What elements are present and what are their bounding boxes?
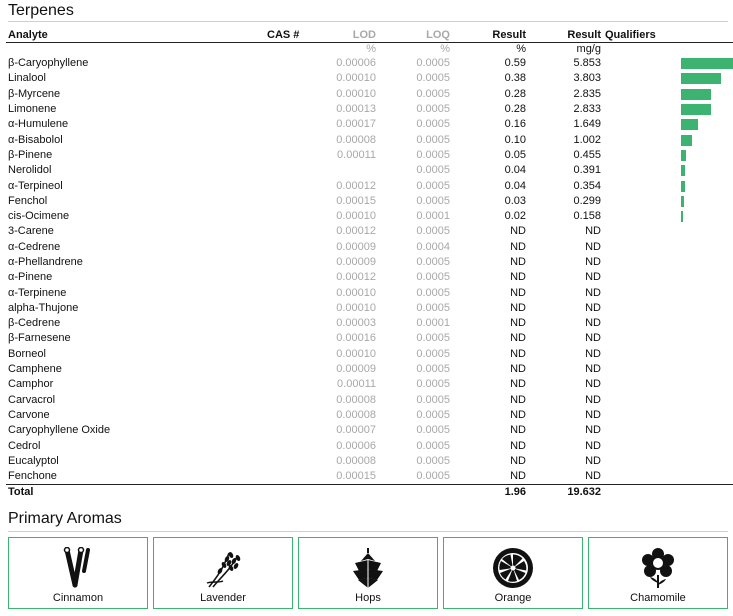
result-pct-cell: 0.02 [504, 210, 526, 223]
cas-cell [265, 209, 319, 224]
aroma-label: Chamomile [630, 592, 686, 604]
result-mg-cell: ND [585, 408, 601, 421]
loq-cell: 0.0005 [416, 393, 450, 406]
analyte-cell: Carvacrol [8, 393, 56, 406]
qualifiers-cell [603, 71, 667, 86]
table-row [6, 438, 733, 453]
result-pct-cell: ND [510, 393, 526, 406]
result-pct-cell: ND [510, 470, 526, 483]
cas-cell [265, 148, 319, 163]
lod-unit: % [366, 43, 376, 55]
aroma-label: Orange [494, 592, 532, 604]
analyte-cell: α-Terpineol [8, 179, 63, 192]
result-pct-cell: ND [510, 378, 526, 391]
loq-cell: 0.0005 [416, 271, 450, 284]
result-pct-cell: ND [510, 286, 526, 299]
aroma-card-chamomile [588, 537, 728, 609]
lod-cell [319, 163, 378, 178]
cas-cell [265, 56, 319, 71]
loq-cell: 0.0005 [416, 118, 450, 131]
loq-cell: 0.0005 [416, 57, 450, 70]
result-pct-cell: ND [510, 256, 526, 268]
table-row [6, 163, 733, 178]
loq-cell: 0.0005 [416, 148, 450, 161]
qualifiers-cell [603, 87, 667, 102]
lod-cell: 0.00016 [336, 332, 376, 345]
result-mg-cell: ND [585, 240, 601, 253]
table-row [6, 224, 733, 239]
table-row [6, 377, 733, 392]
cas-cell [265, 163, 319, 178]
cas-cell [265, 255, 319, 270]
lod-cell: 0.00008 [336, 408, 376, 421]
loq-cell: 0.0001 [416, 317, 450, 330]
aroma-card-cinnamon [8, 537, 148, 609]
result-pct-cell: 0.05 [504, 148, 526, 161]
analyte-cell: Carvone [8, 408, 50, 421]
result-pct-cell: ND [510, 332, 526, 345]
table-row [6, 270, 733, 285]
total-pct: 1.96 [452, 485, 528, 501]
result-pct-cell: 0.16 [504, 118, 526, 131]
lod-header: LOD [319, 28, 378, 43]
result-mg-cell: 5.853 [573, 57, 601, 70]
qualifiers-cell [603, 301, 667, 316]
loq-cell: 0.0004 [416, 240, 450, 253]
loq-cell: 0.0005 [416, 378, 450, 391]
result-mg-cell: ND [585, 424, 601, 437]
analyte-cell: cis-Ocimene [8, 210, 70, 223]
lod-cell: 0.00010 [336, 210, 376, 223]
qualifiers-cell [603, 224, 667, 239]
analyte-cell: alpha-Thujone [8, 301, 79, 314]
qualifiers-cell [603, 362, 667, 377]
result-bar [681, 104, 711, 115]
lod-cell: 0.00011 [337, 378, 376, 391]
analyte-cell: Limonene [8, 103, 57, 116]
result-pct-cell: 0.04 [504, 179, 526, 192]
lod-cell: 0.00009 [336, 363, 376, 376]
units-row [6, 43, 733, 57]
qualifiers-cell [603, 209, 667, 224]
result-pct-cell: 0.59 [504, 57, 526, 70]
lod-cell: 0.00012 [336, 271, 376, 284]
cas-cell [265, 224, 319, 239]
result-mg-cell: 3.803 [573, 72, 601, 85]
lod-cell: 0.00006 [336, 57, 376, 70]
analyte-header: Analyte [6, 28, 265, 43]
analyte-cell: α-Humulene [8, 118, 69, 131]
lod-cell: 0.00006 [336, 439, 376, 452]
lod-cell: 0.00012 [336, 179, 376, 192]
chamomile-icon [641, 547, 675, 589]
cinnamon-icon [61, 547, 95, 589]
cas-cell [265, 423, 319, 438]
result-mg-cell: ND [585, 378, 601, 391]
divider [8, 21, 728, 22]
loq-cell: 0.0005 [416, 133, 450, 146]
result-bar [681, 58, 733, 69]
table-row [6, 285, 733, 300]
table-row [6, 301, 733, 316]
loq-cell: 0.0005 [416, 164, 450, 177]
cas-cell [265, 132, 319, 147]
table-row [6, 132, 733, 147]
table-row [6, 240, 733, 255]
analyte-cell: β-Pinene [8, 148, 53, 161]
result-mg-cell: ND [585, 363, 601, 376]
cas-cell [265, 102, 319, 117]
analyte-cell: Fenchone [8, 470, 57, 483]
table-row [6, 408, 733, 423]
table-row [6, 194, 733, 209]
result-mg-cell: 0.354 [573, 179, 601, 192]
result-bar [681, 211, 683, 222]
result-mg-cell: 1.649 [573, 118, 601, 131]
cas-cell [265, 377, 319, 392]
lod-cell: 0.00010 [336, 347, 376, 360]
qualifiers-cell [603, 438, 667, 453]
analyte-cell: α-Cedrene [8, 240, 61, 253]
result-bar [681, 196, 684, 207]
lod-cell: 0.00009 [336, 256, 376, 268]
result-bar [681, 89, 711, 100]
lod-cell: 0.00015 [336, 194, 376, 207]
table-row [6, 102, 733, 117]
table-row [6, 393, 733, 408]
cas-cell [265, 270, 319, 285]
qualifiers-cell [603, 56, 667, 71]
loq-cell: 0.0005 [416, 72, 450, 85]
qualifiers-cell [603, 148, 667, 163]
analyte-cell: β-Cedrene [8, 317, 61, 330]
result-mg-cell: 0.391 [573, 164, 601, 177]
result-mg-cell: ND [585, 454, 601, 467]
cas-cell [265, 331, 319, 346]
analyte-cell: β-Farnesene [8, 332, 71, 345]
aroma-label: Lavender [200, 592, 246, 604]
result-bar [681, 135, 692, 146]
analyte-cell: α-Terpinene [8, 286, 67, 299]
result-mg-cell: ND [585, 332, 601, 345]
qualifiers-cell [603, 377, 667, 392]
qualifiers-cell [603, 423, 667, 438]
qualifiers-cell [603, 316, 667, 331]
result-bar [681, 165, 685, 176]
terpenes-table [6, 28, 733, 501]
cas-cell [265, 393, 319, 408]
cas-cell [265, 316, 319, 331]
total-row [6, 485, 733, 501]
aroma-card-orange [443, 537, 583, 609]
result-mg-cell: 1.002 [573, 133, 601, 146]
result-mg-cell: 0.158 [573, 210, 601, 223]
hops-icon [349, 547, 387, 589]
qualifiers-cell [603, 408, 667, 423]
orange-icon [492, 547, 534, 589]
aroma-cards [8, 537, 732, 609]
qualifiers-cell [603, 393, 667, 408]
loq-cell: 0.0005 [416, 286, 450, 299]
cas-cell [265, 454, 319, 469]
loq-cell: 0.0005 [416, 408, 450, 421]
loq-unit: % [440, 43, 450, 55]
result-mg-cell: ND [585, 317, 601, 330]
qualifiers-cell [603, 178, 667, 193]
lod-cell: 0.00015 [336, 470, 376, 483]
cas-cell [265, 194, 319, 209]
result-pct-cell: 0.03 [504, 194, 526, 207]
qualifiers-cell [603, 163, 667, 178]
result-mg-cell: ND [585, 271, 601, 284]
qualifiers-cell [603, 331, 667, 346]
cas-cell [265, 285, 319, 300]
result-bar [681, 119, 698, 130]
result-mg-cell: ND [585, 470, 601, 483]
lod-cell: 0.00011 [337, 148, 376, 161]
loq-cell: 0.0005 [416, 439, 450, 452]
loq-cell: 0.0005 [416, 347, 450, 360]
analyte-cell: α-Pinene [8, 271, 53, 284]
cas-cell [265, 408, 319, 423]
lod-cell: 0.00008 [336, 454, 376, 467]
qualifiers-cell [603, 240, 667, 255]
result-pct-cell: ND [510, 301, 526, 314]
cas-cell [265, 438, 319, 453]
result-pct-unit: % [516, 43, 526, 55]
loq-cell: 0.0005 [416, 87, 450, 100]
result-mg-cell: ND [585, 347, 601, 360]
analyte-cell: Fenchol [8, 194, 48, 207]
result-mg-cell: 2.833 [573, 103, 601, 116]
qualifiers-cell [603, 285, 667, 300]
result-mg-cell: ND [585, 286, 601, 299]
result-pct-cell: ND [510, 240, 526, 253]
aroma-card-lavender [153, 537, 293, 609]
table-row [6, 331, 733, 346]
result-mg-cell: ND [585, 439, 601, 452]
analyte-cell: α-Phellandrene [8, 256, 83, 268]
table-row [6, 316, 733, 331]
result-pct-cell: ND [510, 424, 526, 437]
table-row [6, 71, 733, 86]
analyte-cell: Linalool [8, 72, 46, 85]
table-row [6, 117, 733, 132]
analyte-cell: Camphene [8, 363, 62, 376]
lod-cell: 0.00010 [336, 301, 376, 314]
analyte-cell: Nerolidol [8, 164, 52, 177]
cas-header: CAS # [265, 28, 319, 43]
result-pct-cell: ND [510, 439, 526, 452]
lod-cell: 0.00010 [336, 72, 376, 85]
qualifiers-cell [603, 117, 667, 132]
primary-aromas-title: Primary Aromas [8, 510, 122, 527]
result-pct-cell: 0.38 [504, 72, 526, 85]
lod-cell: 0.00010 [336, 286, 376, 299]
loq-cell: 0.0005 [416, 363, 450, 376]
loq-cell: 0.0005 [416, 256, 450, 268]
analyte-cell: Cedrol [8, 439, 41, 452]
lod-cell: 0.00008 [336, 393, 376, 406]
cas-cell [265, 240, 319, 255]
loq-cell: 0.0005 [416, 301, 450, 314]
terpenes-title: Terpenes [8, 2, 74, 19]
analyte-cell: β-Caryophyllene [8, 57, 89, 70]
cas-cell [265, 87, 319, 102]
result-mg-cell: 2.835 [573, 87, 601, 100]
result-mg-cell: ND [585, 225, 601, 238]
loq-cell: 0.0005 [416, 225, 450, 238]
qualifiers-cell [603, 454, 667, 469]
loq-cell: 0.0005 [416, 332, 450, 345]
table-row [6, 148, 733, 163]
qualifiers-cell [603, 102, 667, 117]
result-mg-unit: mg/g [576, 43, 601, 55]
result-mg-cell: 0.299 [573, 194, 601, 207]
result-pct-cell: 0.10 [504, 133, 526, 146]
cas-cell [265, 362, 319, 377]
total-mg: 19.632 [528, 485, 603, 501]
cas-cell [265, 347, 319, 362]
cas-cell [265, 469, 319, 485]
table-row [6, 362, 733, 377]
table-row [6, 347, 733, 362]
loq-cell: 0.0005 [416, 470, 450, 483]
loq-cell: 0.0005 [416, 424, 450, 437]
table-row [6, 87, 733, 102]
table-row [6, 423, 733, 438]
lod-cell: 0.00012 [336, 225, 376, 238]
lod-cell: 0.00010 [336, 87, 376, 100]
qualifiers-cell [603, 469, 667, 485]
table-row [6, 209, 733, 224]
table-row [6, 56, 733, 71]
analyte-cell: Borneol [8, 347, 46, 360]
lod-cell: 0.00017 [336, 118, 376, 131]
result-pct-cell: ND [510, 408, 526, 421]
analyte-cell: 3-Carene [8, 225, 54, 238]
result-mg-cell: 0.455 [573, 148, 601, 161]
result-mg-cell: ND [585, 393, 601, 406]
loq-cell: 0.0005 [416, 454, 450, 467]
result-pct-cell: 0.04 [504, 164, 526, 177]
table-row [6, 178, 733, 193]
qualifiers-cell [603, 347, 667, 362]
qualifiers-cell [603, 194, 667, 209]
aroma-label: Cinnamon [52, 592, 104, 604]
cas-cell [265, 301, 319, 316]
qualifiers-cell [603, 132, 667, 147]
result-pct-cell: 0.28 [504, 87, 526, 100]
cas-cell [265, 117, 319, 132]
result-pct-cell: ND [510, 454, 526, 467]
table-row [6, 255, 733, 270]
result-pct-header: Result [452, 28, 528, 43]
loq-header: LOQ [378, 28, 452, 43]
cas-cell [265, 71, 319, 86]
lavender-icon [203, 547, 243, 589]
loq-cell: 0.0005 [416, 179, 450, 192]
divider [8, 531, 728, 532]
result-pct-cell: ND [510, 271, 526, 284]
result-bar [681, 181, 685, 192]
result-pct-cell: ND [510, 317, 526, 330]
result-pct-cell: ND [510, 347, 526, 360]
aroma-card-hops [298, 537, 438, 609]
lod-cell: 0.00009 [336, 240, 376, 253]
loq-cell: 0.0005 [416, 194, 450, 207]
terpenes-table-body [6, 43, 733, 485]
table-row [6, 469, 733, 485]
total-label: Total [6, 485, 265, 501]
lod-cell: 0.00003 [336, 317, 376, 330]
aroma-label: Hops [355, 592, 381, 604]
lod-cell: 0.00013 [336, 103, 376, 116]
result-pct-cell: ND [510, 363, 526, 376]
result-mg-header: Result [528, 28, 603, 43]
table-header-row [6, 28, 733, 43]
analyte-cell: Camphor [8, 378, 54, 391]
analyte-cell: α-Bisabolol [8, 133, 63, 146]
result-bar [681, 150, 686, 161]
loq-cell: 0.0005 [416, 103, 450, 116]
analyte-cell: Eucalyptol [8, 454, 59, 467]
analyte-cell: β-Myrcene [8, 87, 61, 100]
qualifiers-header: Qualifiers [603, 28, 667, 43]
result-mg-cell: ND [585, 301, 601, 314]
result-bar [681, 73, 721, 84]
lod-cell: 0.00007 [336, 424, 376, 437]
loq-cell: 0.0001 [416, 210, 450, 223]
result-pct-cell: 0.28 [504, 103, 526, 116]
lod-cell: 0.00008 [336, 133, 376, 146]
result-pct-cell: ND [510, 225, 526, 238]
cas-cell [265, 178, 319, 193]
analyte-cell: Caryophyllene Oxide [8, 424, 111, 437]
qualifiers-cell [603, 270, 667, 285]
table-row [6, 454, 733, 469]
result-mg-cell: ND [585, 256, 601, 268]
qualifiers-cell [603, 255, 667, 270]
